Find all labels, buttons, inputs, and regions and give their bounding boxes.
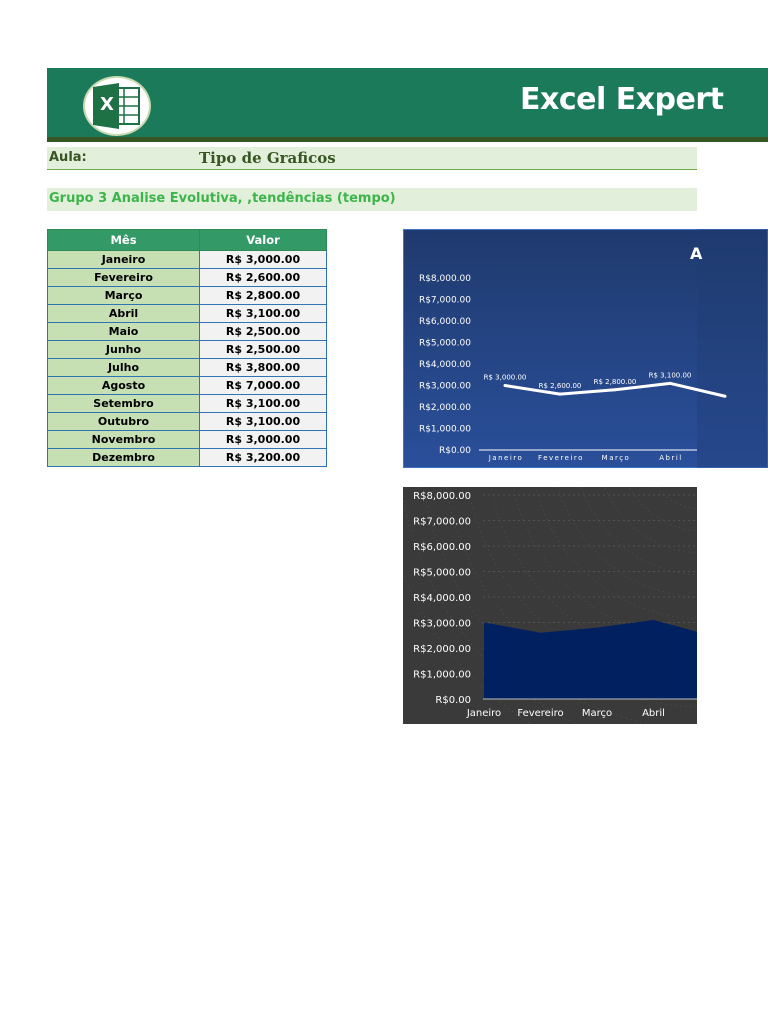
excel-logo <box>83 76 151 136</box>
table-row <box>48 449 327 467</box>
value-cell[interactable]: R$ 3,000.00 <box>200 251 327 269</box>
value-cell[interactable]: R$ 2,500.00 <box>200 323 327 341</box>
month-cell[interactable]: Dezembro <box>48 449 200 467</box>
value-cell[interactable]: R$ 7,000.00 <box>200 377 327 395</box>
y-tick-label: R$8,000.00 <box>413 491 471 502</box>
excel-logo-icon <box>85 78 149 134</box>
group-row <box>47 188 697 211</box>
table-row <box>48 305 327 323</box>
data-point <box>614 388 617 391</box>
month-cell[interactable]: Novembro <box>48 431 200 449</box>
month-cell[interactable]: Março <box>48 287 200 305</box>
data-point <box>504 384 507 387</box>
table-row <box>48 413 327 431</box>
y-tick-label: R$7,000.00 <box>413 516 471 528</box>
y-tick-label: R$4,000.00 <box>413 593 471 604</box>
x-tick-label: Janeiro <box>488 454 524 462</box>
data-label: R$ 2,600.00 <box>538 382 582 391</box>
y-tick-label: R$8,000.00 <box>418 274 471 284</box>
value-cell[interactable]: R$ 3,200.00 <box>200 449 327 467</box>
area-chart-svg <box>403 487 697 724</box>
y-tick-label: R$7,000.00 <box>418 295 471 306</box>
y-tick-label: R$5,000.00 <box>413 567 471 579</box>
lesson-title: Tipo de Graficos <box>199 149 336 167</box>
table-row <box>48 395 327 413</box>
value-cell[interactable]: R$ 2,800.00 <box>200 287 327 305</box>
x-tick-label: Abril <box>642 708 665 719</box>
value-cell[interactable]: R$ 3,100.00 <box>200 305 327 323</box>
month-cell[interactable]: Julho <box>48 359 200 377</box>
month-cell[interactable]: Fevereiro <box>48 269 200 287</box>
value-cell[interactable]: R$ 2,500.00 <box>200 341 327 359</box>
chart-overflow-panel <box>697 229 768 468</box>
data-label: R$ 3,000.00 <box>483 373 527 382</box>
month-cell[interactable]: Setembro <box>48 395 200 413</box>
month-cell[interactable]: Maio <box>48 323 200 341</box>
y-tick-label: R$1,000.00 <box>413 669 471 681</box>
y-tick-label: R$3,000.00 <box>418 381 471 392</box>
y-tick-label: R$3,000.00 <box>413 618 471 630</box>
x-tick-label: Fevereiro <box>538 454 584 462</box>
column-header-value[interactable]: Valor <box>200 230 327 251</box>
value-cell[interactable]: R$ 3,800.00 <box>200 359 327 377</box>
y-tick-label: R$4,000.00 <box>418 360 471 370</box>
series-area <box>484 620 697 699</box>
y-tick-label: R$0.00 <box>438 446 471 456</box>
value-cell[interactable]: R$ 3,100.00 <box>200 413 327 431</box>
chart-title: A <box>690 244 703 263</box>
table-row <box>48 431 327 449</box>
value-cell[interactable]: R$ 3,100.00 <box>200 395 327 413</box>
y-tick-label: R$2,000.00 <box>418 403 471 413</box>
month-cell[interactable]: Junho <box>48 341 200 359</box>
table-row <box>48 251 327 269</box>
month-cell[interactable]: Outubro <box>48 413 200 431</box>
y-tick-label: R$5,000.00 <box>418 338 471 349</box>
month-cell[interactable]: Agosto <box>48 377 200 395</box>
table-row <box>48 323 327 341</box>
area-chart[interactable] <box>403 487 697 724</box>
y-tick-label: R$6,000.00 <box>418 317 471 327</box>
data-label: R$ 3,100.00 <box>648 371 692 380</box>
y-tick-label: R$6,000.00 <box>413 542 471 553</box>
x-tick-label: Janeiro <box>466 708 502 719</box>
y-tick-label: R$1,000.00 <box>418 424 471 435</box>
data-table <box>47 229 327 467</box>
x-tick-label: Abril <box>659 454 683 462</box>
x-tick-label: Março <box>601 454 631 462</box>
table-row <box>48 359 327 377</box>
lesson-row <box>47 147 697 170</box>
data-label: R$ 2,800.00 <box>593 377 637 386</box>
table-header-row <box>48 230 327 251</box>
header-banner <box>47 68 768 142</box>
column-header-month[interactable]: Mês <box>48 230 200 251</box>
y-tick-label: R$0.00 <box>435 695 471 706</box>
x-tick-label: Fevereiro <box>517 708 564 719</box>
data-point <box>669 382 672 385</box>
data-point <box>559 393 562 396</box>
x-tick-label: Março <box>581 708 613 719</box>
month-cell[interactable]: Janeiro <box>48 251 200 269</box>
data-point <box>724 395 727 398</box>
table-row <box>48 287 327 305</box>
y-tick-label: R$2,000.00 <box>413 644 471 655</box>
group-heading: Grupo 3 Analise Evolutiva, ,tendências (tempo) <box>49 191 396 206</box>
month-cell[interactable]: Abril <box>48 305 200 323</box>
line-chart-svg <box>403 229 768 468</box>
line-chart[interactable] <box>403 229 768 468</box>
brand-title: Excel Expert <box>520 82 724 117</box>
lesson-label: Aula: <box>49 150 87 165</box>
table-row <box>48 269 327 287</box>
excel-logo-letter: X <box>100 94 114 115</box>
table-row <box>48 377 327 395</box>
table-row <box>48 341 327 359</box>
value-cell[interactable]: R$ 3,000.00 <box>200 431 327 449</box>
value-cell[interactable]: R$ 2,600.00 <box>200 269 327 287</box>
